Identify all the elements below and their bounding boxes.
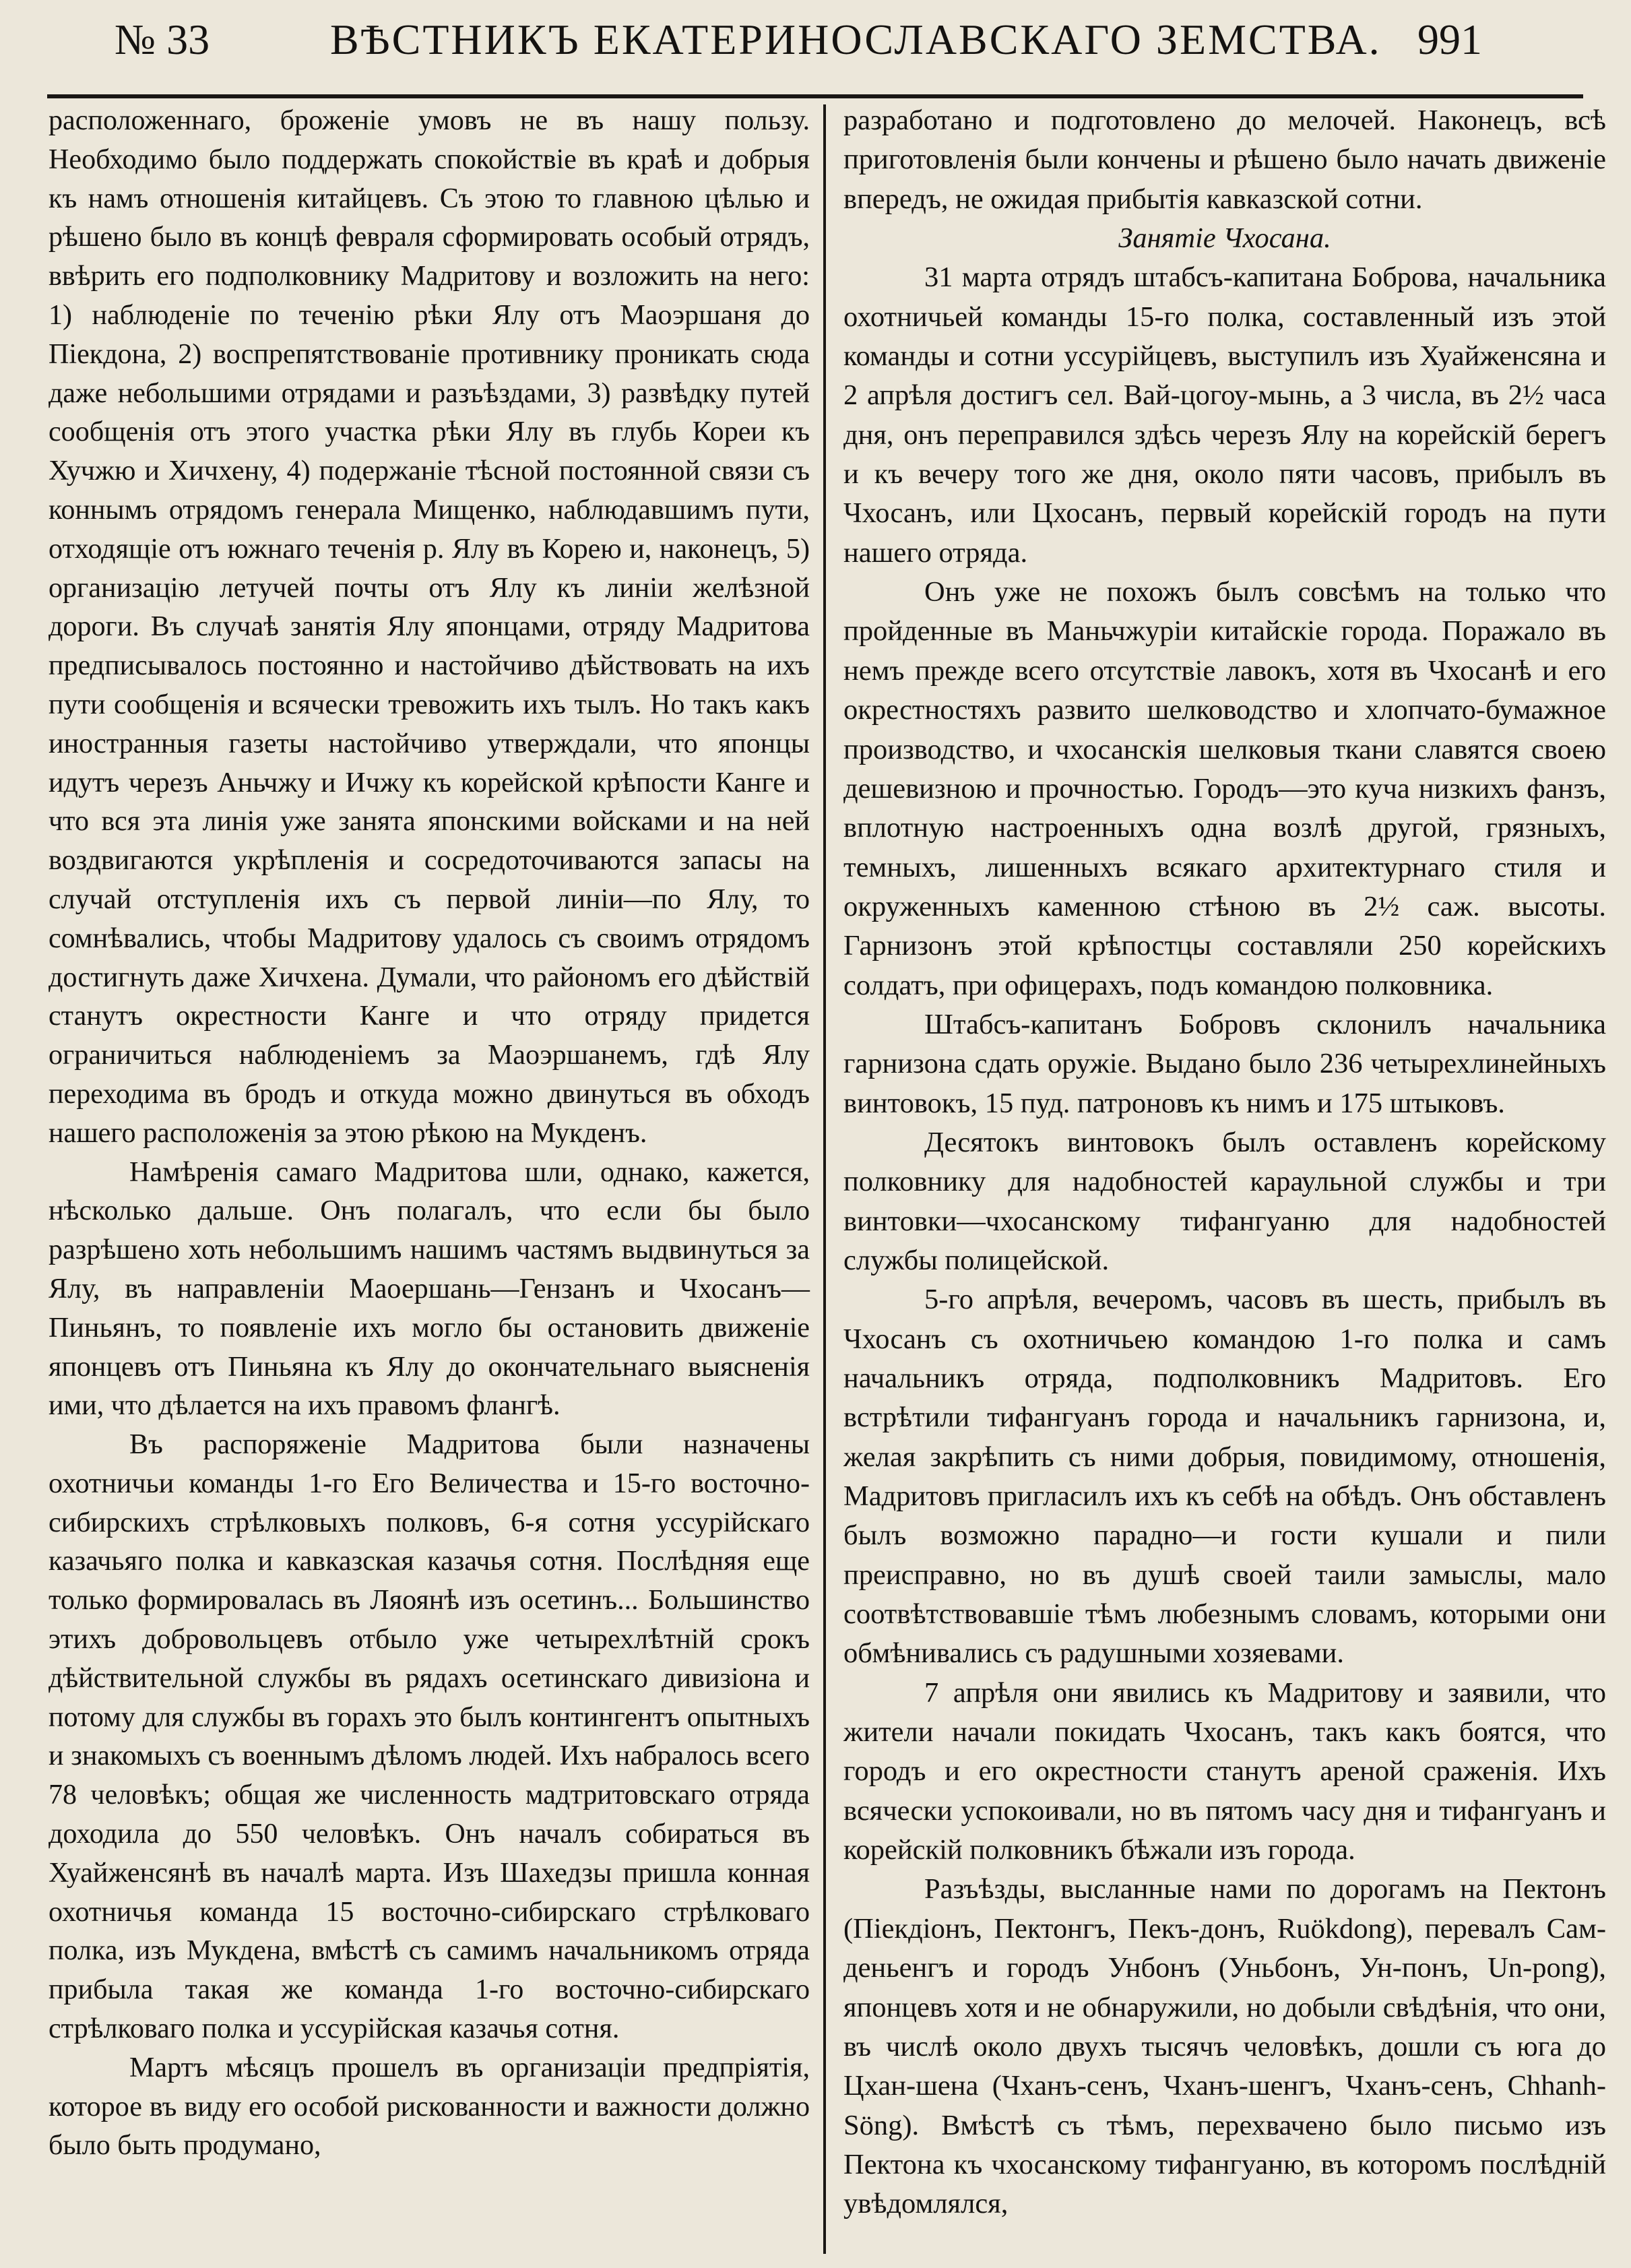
paragraph: Мартъ мѣсяцъ прошелъ въ организаціи предпріятія, которое въ виду его особой рискованности и важности должно было быть продумано, bbox=[49, 2051, 810, 2162]
left-column bbox=[49, 101, 810, 2165]
paragraph: расположеннаго, броженіе умовъ не въ нашу пользу. Необходимо было поддержать спокойствіе въ краѣ и добрыя къ намъ отношенія китайцевъ. Съ этою то главною цѣлью и рѣшено было въ концѣ февраля сформировать особый отрядъ, ввѣрить его подполковнику Мадритову и возложить на него: 1) наблюденіе по теченію рѣки Ялу отъ Маоэршаня до Піекдона, 2) воспрепятствованіе противнику проникать сюда даже небольшими отрядами и разъѣздами, 3) развѣдку путей сообщенія отъ этого участка рѣки Ялу въ глубь Кореи къ Хучжю и Хичхену, 4) подержаніе тѣсной постоянной связи съ коннымъ отрядомъ генерала Мищенко, наблюдавшимъ пути, отходящіе отъ южнаго теченія р. Ялу въ Корею и, наконецъ, 5) организацію летучей почты отъ Ялу къ линіи желѣзной дороги. Въ случаѣ занятія Ялу японцами, отряду Мадритова предписывалось постоянно и настойчиво дѣйствовать на ихъ пути сообщенія и всячески тревожить ихъ тылъ. Но такъ какъ иностранныя газеты настойчиво утверждали, что японцы идутъ черезъ Аньчжу и Ичжу къ корейской крѣпости Канге и что вся эта линія уже занята японскими войсками и на ней воздвигаются укрѣпленія и сосредоточиваются запасы на случай отступленія ихъ съ первой линіи—по Ялу, то сомнѣвались, чтобы Мадритову удалось съ своимъ отрядомъ достигнуть даже Хичхена. Думали, что райономъ его дѣйствій станутъ окрестности Канге и что отряду придется ограничиться наблюденіемъ за Маоэршанемъ, гдѣ Ялу переходима въ бродъ и откуда можно двинуться въ обходъ нашего расположенія за этою рѣкою на Мукденъ. bbox=[49, 104, 810, 1149]
paragraph: Штабсъ-капитанъ Бобровъ склонилъ начальника гарнизона сдать оружіе. Выдано было 236 четырехлинейныхъ винтовокъ, 15 пуд. патроновъ къ нимъ и 175 штыковъ. bbox=[843, 1008, 1606, 1119]
paragraph: Разъѣзды, высланные нами по дорогамъ на Пектонъ (Піекдіонъ, Пектонгъ, Пекъ-донъ, Ruökdong), перевалъ Сам-деньенгъ и городъ Унбонъ (Уньбонъ, Ун-понъ, Un-pong), японцевъ хотя и не обнаружили, но добыли свѣдѣнія, что они, въ числѣ около двухъ тысячъ человѣкъ, дошли съ юга до Цхан-шена (Чханъ-сенъ, Чханъ-шенгъ, Чханъ-сенъ, Chhanh-Söng). Вмѣстѣ съ тѣмъ, перехвачено было письмо изъ Пектона къ чхосанскому тифангуаню, въ которомъ послѣдній увѣдомлялся, bbox=[843, 1873, 1606, 2220]
paragraph: Намѣренія самаго Мадритова шли, однако, кажется, нѣсколько дальше. Онъ полагалъ, что если бы было разрѣшено хоть небольшимъ нашимъ частямъ выдвинуться за Ялу, въ направленіи Маоершань—Гензанъ и Чхосанъ—Пиньянъ, то появленіе ихъ могло бы остановить движеніе японцевъ отъ Пиньяна къ Ялу до окончательнаго выясненія ими, что дѣлается на ихъ правомъ флангѣ. bbox=[49, 1156, 810, 1422]
paragraph: 7 апрѣля они явились къ Мадритову и заявили, что жители начали покидать Чхосанъ, такъ какъ боятся, что городъ и его окрестности станутъ ареной сраженія. Ихъ всячески успокоивали, но въ пятомъ часу дня и тифангуанъ и корейскій полковникъ бѣжали изъ города. bbox=[843, 1676, 1606, 1866]
paragraph: Десятокъ винтовокъ былъ оставленъ корейскому полковнику для надобностей караульной службы и три винтовки—чхосанскому тифангуаню для надобностей службы полицейской. bbox=[843, 1126, 1606, 1276]
column-divider bbox=[823, 104, 826, 2254]
paragraph: Въ распоряженіе Мадритова были назначены охотничьи команды 1-го Его Величества и 15-го восточно-сибирскихъ стрѣлковыхъ полковъ, 6-я сотня уссурійскаго казачьяго полка и кавказская казачья сотня. Послѣдняя еще только формировалась въ Ляоянѣ изъ осетинъ... Большинство этихъ добровольцевъ отбыло уже четырехлѣтній срокъ дѣйствительной службы въ рядахъ осетинскаго дивизіона и потому для службы въ горахъ это былъ контингентъ опытныхъ и знакомыхъ съ военнымъ дѣломъ людей. Ихъ набралось всего 78 человѣкъ; общая же численность мадтритовскаго отряда доходила до 550 человѣкъ. Онъ началъ собираться въ Хуайженсянѣ въ началѣ марта. Изъ Шахедзы пришла конная охотничья команда 15 восточно-сибирскаго стрѣлковаго полка, изъ Мукдена, вмѣстѣ съ самимъ начальникомъ отряда прибыла такая же команда 1-го восточно-сибирскаго стрѣлковаго полка и уссурійская казачья сотня. bbox=[49, 1428, 810, 2045]
issue-number: № 33 bbox=[115, 15, 210, 63]
journal-title: ВѢСТНИКЪ ЕКАТЕРИНОСЛАВСКАГО ЗЕМСТВА. bbox=[330, 15, 1382, 63]
paragraph: 31 марта отрядъ штабсъ-капитана Боброва, начальника охотничьей команды 15-го полка, составленный изъ этой команды и сотни уссурійцевъ, выступилъ изъ Хуайженсяна и 2 апрѣля достигъ сел. Вай-цогоу-мынь, а 3 числа, въ 2½ часа дня, онъ переправился здѣсь черезъ Ялу на корейскій берегъ и къ вечеру того же дня, около пяти часовъ, прибылъ въ Чхосанъ, или Цхосанъ, первый корейскій городъ на пути нашего отряда. bbox=[843, 261, 1606, 569]
page-number: 991 bbox=[1417, 15, 1482, 63]
paragraph: разработано и подготовлено до мелочей. Наконецъ, всѣ приготовленія были кончены и рѣшено было начать движеніе впередъ, не ожидая прибытія кавказской сотни. bbox=[843, 104, 1606, 215]
paragraph: Онъ уже не похожъ былъ совсѣмъ на только что пройденные въ Маньчжуріи китайскіе города. Поражало въ немъ прежде всего отсутствіе лавокъ, хотя въ Чхосанѣ и его окрестностяхъ развито шелководство и хлопчато-бумажное производство, и чхосанскія шелковыя ткани славятся своею дешевизною и прочностью. Городъ—это куча низкихъ фанзъ, вплотную настроенныхъ одна возлѣ другой, грязныхъ, темныхъ, лишенныхъ всякаго архитектурнаго стиля и окруженныхъ каменною стѣною въ 2½ саж. высоты. Гарнизонъ этой крѣпостцы составляли 250 корейскихъ солдатъ, при офицерахъ, подъ командою полковника. bbox=[843, 576, 1606, 1001]
section-subheading: Занятіе Чхосана. bbox=[1118, 222, 1331, 255]
header-rule bbox=[47, 94, 1583, 98]
paragraph: 5-го апрѣля, вечеромъ, часовъ въ шесть, прибылъ въ Чхосанъ съ охотничьею командою 1-го полка и самъ начальникъ отряда, подполковникъ Мадритовъ. Его встрѣтили тифангуанъ города и начальникъ гарнизона, и, желая закрѣпить съ ними добрыя, повидимому, отношенія, Мадритовъ пригласилъ ихъ къ себѣ на обѣдъ. Онъ обставленъ былъ возможно парадно—и гости кушали и пили преисправно, но въ душѣ своей таили замыслы, мало соотвѣтствовавшіе тѣмъ любезнымъ словамъ, которыми они обмѣнивались съ радушными хозяевами. bbox=[843, 1284, 1606, 1670]
right-column bbox=[843, 101, 1606, 2224]
page-header bbox=[101, 4, 1502, 78]
